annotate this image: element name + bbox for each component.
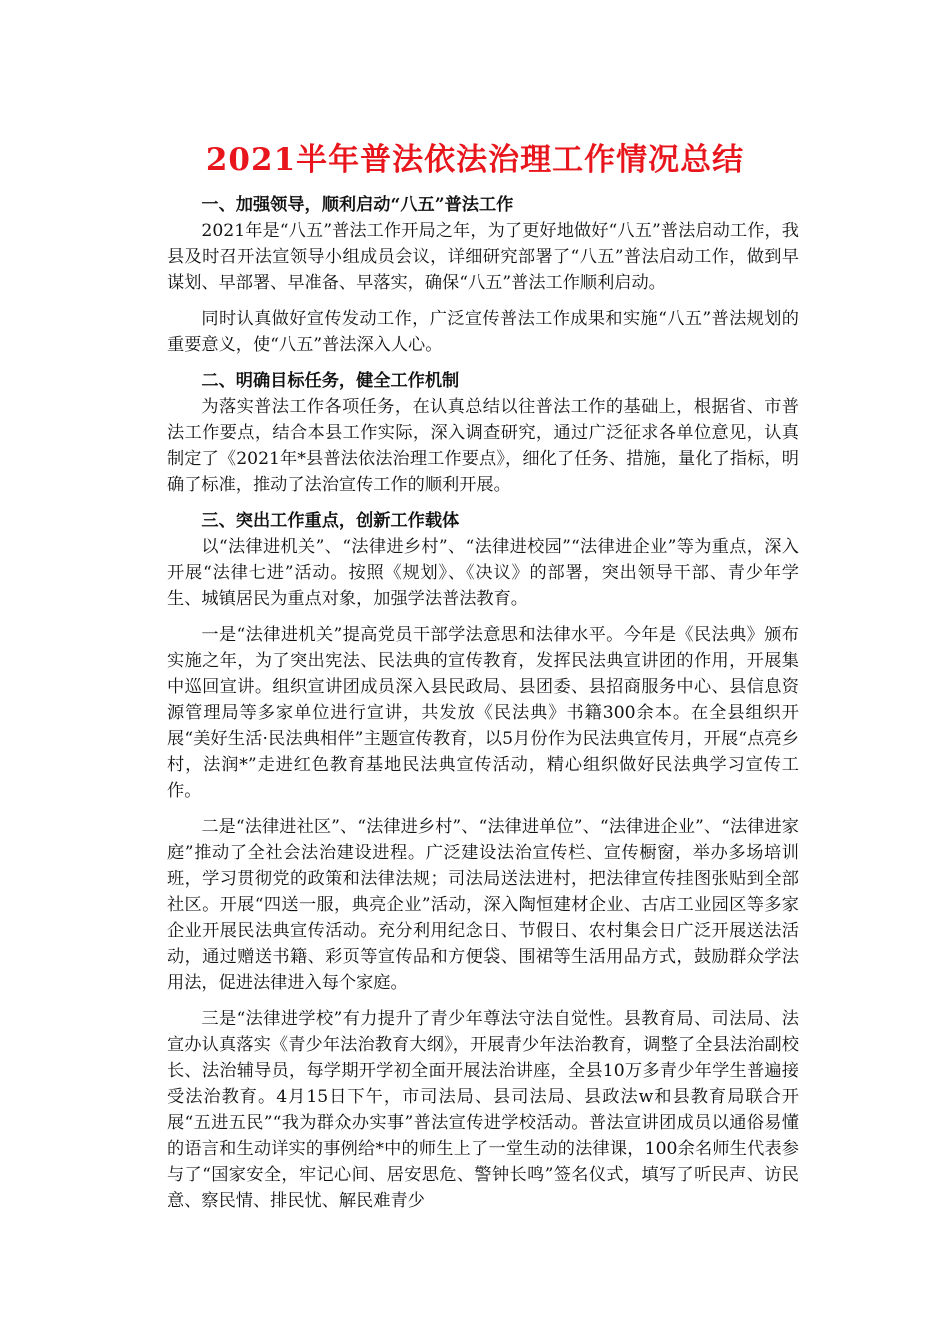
paragraph: 三是“法律进学校”有力提升了青少年尊法守法自觉性。县教育局、司法局、法宣办认真落实《青少年法治教育大纲》，开展青少年法治教育，调整了全县法治副校长、法治辅导员，每学期开学初全面开展法治讲座，全县10万多青少年学生普遍接受法治教育。4月15日下午，市司法局、县司法局、县政法w和县教育局联合开展“五进五民”“我为群众办实事”普法宣传进学校活动。普法宣讲团成员以通俗易懂的语言和生动详实的事例给*中的师生上了一堂生动的法律课，100余名师生代表参与了“国家安全，牢记心间、居安思危、警钟长鸣”签名仪式，填写了听民声、访民意、察民情、排民忧、解民难青少	[167, 1009, 799, 1211]
paragraph: 一是“法律进机关”提高党员干部学法意思和法律水平。今年是《民法典》颁布实施之年，为了突出宪法、民法典的宣传教育，发挥民法典宣讲团的作用，开展集中巡回宣讲。组织宣讲团成员深入县民政局、县团委、县招商服务中心、县信息资源管理局等多家单位进行宣讲，共发放《民法典》书籍300余本。在全县组织开展“美好生活·民法典相伴”主题宣传教育，以5月份作为民法典宣传月，开展“点亮乡村，法润*”走进红色教育基地民法典宣传活动，精心组织做好民法典学习宣传工作。	[167, 625, 799, 801]
section-heading-2: 二、明确目标任务，健全工作机制	[201, 371, 460, 391]
paragraph: 2021年是“八五”普法工作开局之年，为了更好地做好“八五”普法启动工作，我县及时召开法宣领导小组成员会议，详细研究部署了“八五”普法启动工作，做到早谋划、早部署、早准备、早落实，确保“八五”普法工作顺利启动。	[167, 221, 799, 293]
section-heading-1: 一、加强领导，顺利启动“八五”普法工作	[201, 195, 514, 215]
paragraph: 以“法律进机关”、“法律进乡村”、“法律进校园”“法律进企业”等为重点，深入开展“法律七进”活动。按照《规划》、《决议》的部署，突出领导干部、青少年学生、城镇居民为重点对象，加强学法普法教育。	[167, 537, 799, 609]
document-title: 2021半年普法依法治理工作情况总结	[205, 142, 745, 178]
section-heading-3: 三、突出工作重点，创新工作载体	[201, 511, 460, 531]
paragraph: 二是“法律进社区”、“法律进乡村”、“法律进单位”、“法律进企业”、“法律进家庭”推动了全社会法治建设进程。广泛建设法治宣传栏、宣传橱窗，举办多场培训班，学习贯彻党的政策和法律法规；司法局送法进村，把法律宣传挂图张贴到全部社区。开展“四送一服，典亮企业”活动，深入陶恒建材企业、古店工业园区等多家企业开展民法典宣传活动。充分利用纪念日、节假日、农村集会日广泛开展送法活动，通过赠送书籍、彩页等宣传品和方便袋、围裙等生活用品方式，鼓励群众学法用法，促进法律进入每个家庭。	[167, 817, 799, 993]
paragraph: 同时认真做好宣传发动工作，广泛宣传普法工作成果和实施“八五”普法规划的重要意义，使“八五”普法深入人心。	[167, 309, 799, 355]
paragraph: 为落实普法工作各项任务，在认真总结以往普法工作的基础上，根据省、市普法工作要点，结合本县工作实际，深入调查研究，通过广泛征求各单位意见，认真制定了《2021年*县普法依法治理工作要点》，细化了任务、措施，量化了指标，明确了标准，推动了法治宣传工作的顺利开展。	[167, 397, 799, 495]
document-body	[167, 192, 799, 1214]
